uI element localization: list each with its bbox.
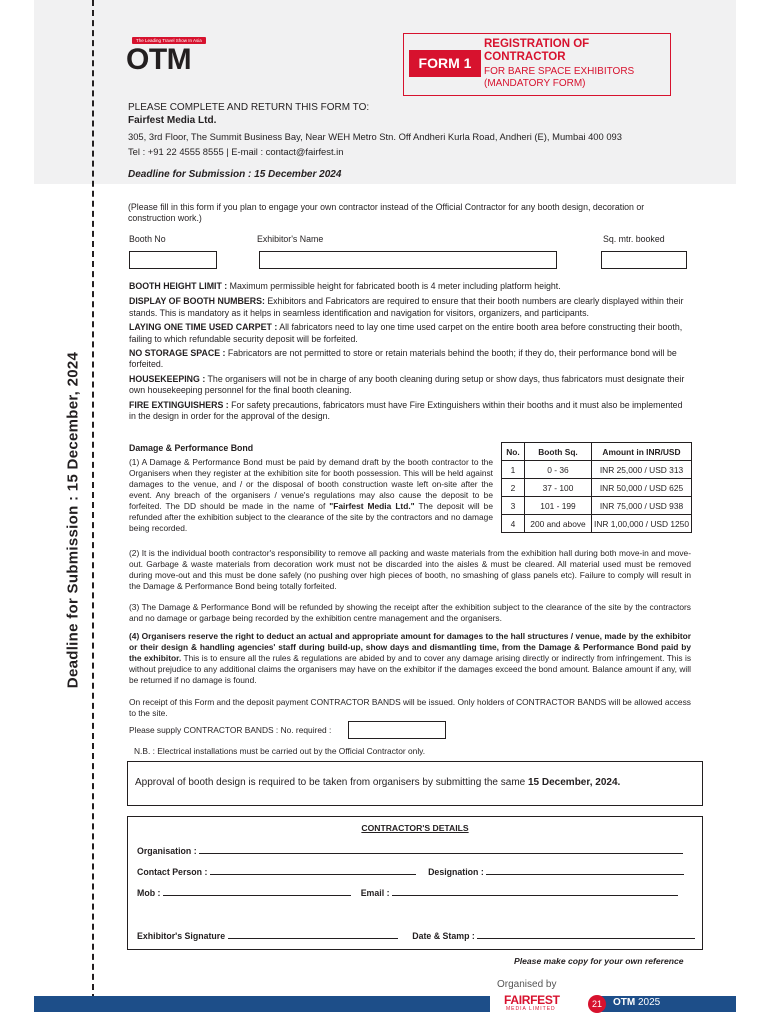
logo-tagline: The Leading Travel Show In Asia bbox=[132, 37, 206, 44]
nb-note: N.B. : Electrical installations must be carried out by the Official Contractor only. bbox=[134, 746, 426, 756]
table-cell: INR 25,000 / USD 313 bbox=[592, 461, 692, 479]
booth-no-label: Booth No bbox=[129, 234, 166, 244]
table-cell: INR 75,000 / USD 938 bbox=[592, 497, 692, 515]
bond-para-3: (3) The Damage & Performance Bond will be refunded by showing the receipt after the exhibition subject to the clearance of the site by the contractors and no damage or garbage being recorded by the exhibition centre management and the organisers. bbox=[129, 602, 691, 623]
contact-person-field[interactable] bbox=[210, 865, 416, 875]
copy-note: Please make copy for your own reference bbox=[514, 956, 684, 966]
bond-para-4: (4) Organisers reserve the right to deduct an actual and appropriate amount for damages to the hall structures / venue, made by the exhibitor or their design & handling agencies' staff during build-up, show days and dismantling time, from the Damage & Performance Bond paid by the exhibitor. This is to ensure all the rules & regulations are abided by and to cover any damage arising directly or indirectly from infringement. This is without prejudice to any additional claims the organisers may have on the exhibitor if the damages exceed the bond amount. Balance amount if any, will be returned if no damage is found. bbox=[129, 631, 692, 685]
company-contact: Tel : +91 22 4555 8555 | E-mail : contact@fairfest.in bbox=[128, 146, 344, 157]
table-cell: 1 bbox=[502, 461, 525, 479]
form-number: FORM 1 bbox=[409, 50, 481, 77]
page-number: 21 bbox=[588, 995, 606, 1013]
bond-para-2: (2) It is the individual booth contractor's responsibility to remove all packing and waste materials from the exhibition hall during both move-in and move-out. Garbage & waste materials from decoration work must not be discarded into the aisles & must be cleared. All material used must be removed during move-out and this must be done safely (no pushing over high pieces of booth, no smashing of glass panels etc). Failure to comply will result in the Damage & Performance Bond being totally forfeited. bbox=[129, 548, 691, 591]
cut-line bbox=[92, 0, 94, 1000]
otm-logo: OTM bbox=[126, 43, 192, 76]
rule-item: LAYING ONE TIME USED CARPET : All fabricators need to lay one time used carpet on the entire booth area before constructing their booth, failing to which refundable security deposit will be forfeited. bbox=[129, 322, 683, 344]
deadline: Deadline for Submission : 15 December 2024 bbox=[128, 169, 342, 180]
company-name: Fairfest Media Ltd. bbox=[128, 115, 217, 126]
intro-note: (Please fill in this form if you plan to engage your own contractor instead of the Official Contractor for any booth design, decoration or construction work.) bbox=[128, 202, 645, 224]
table-cell: 3 bbox=[502, 497, 525, 515]
signature-field[interactable] bbox=[228, 929, 398, 939]
organised-by: Organised by bbox=[497, 979, 557, 990]
table-cell: 37 - 100 bbox=[525, 479, 592, 497]
table-cell: 4 bbox=[502, 515, 525, 533]
table-row bbox=[502, 515, 692, 533]
mob-row: Mob : Email : bbox=[137, 886, 678, 898]
table-row bbox=[502, 497, 692, 515]
form-subtitle: FOR BARE SPACE EXHIBITORS (MANDATORY FORM) bbox=[484, 66, 635, 89]
bond-heading: Damage & Performance Bond bbox=[129, 443, 254, 453]
sq-mtr-label: Sq. mtr. booked bbox=[603, 234, 665, 244]
return-intro: PLEASE COMPLETE AND RETURN THIS FORM TO: bbox=[128, 102, 370, 113]
rule-item: BOOTH HEIGHT LIMIT : Maximum permissible height for fabricated booth is 4 meter including platform height. bbox=[129, 281, 561, 291]
contractor-title: CONTRACTOR'S DETAILS bbox=[361, 823, 469, 833]
rule-item: HOUSEKEEPING : The organisers will not be in charge of any booth cleaning during setup or show days, thus fabricators must designate their own housekeeping personnel for the final booth cleaning. bbox=[129, 373, 685, 396]
approval-text: Approval of booth design is required to be taken from organisers by submitting the same 15 December, 2024. bbox=[135, 777, 621, 788]
contractor-details-box bbox=[127, 816, 703, 950]
exhibitor-name-field[interactable] bbox=[259, 251, 557, 269]
bands-text: On receipt of this Form and the deposit payment CONTRACTOR BANDS will be issued. Only holders of CONTRACTOR BANDS will be allowed access to the site. bbox=[129, 697, 691, 718]
mob-field[interactable] bbox=[163, 886, 351, 896]
side-deadline: Deadline for Submission : 15 December, 2024 bbox=[64, 351, 82, 689]
table-cell: INR 50,000 / USD 625 bbox=[592, 479, 692, 497]
rule-item: NO STORAGE SPACE : Fabricators are not permitted to store or retain materials behind the booth; if they do, their performance bond will be forfeited. bbox=[129, 348, 677, 370]
form-title: REGISTRATION OF CONTRACTOR bbox=[484, 38, 590, 63]
bond-para-1: (1) A Damage & Performance Bond must be paid by demand draft by the booth contractor to the Organisers when they register at the exhibition site for booth possession. This will be held against damages to the venue, and / or the disposal of booth construction waste left on-site after the event. Any breach of the organisers / venue's regulations may also cause the deposit to be forfeited. The DD should be made in the name of "Fairfest Media Ltd." The deposit will be refunded after the exhibition subject to the clearance of the site by the contractors and no damage being recorded. bbox=[129, 457, 493, 533]
col-header: Booth Sq. bbox=[525, 443, 592, 461]
event-badge: OTM 2025 bbox=[613, 997, 661, 1008]
bands-supply-label: Please supply CONTRACTOR BANDS : No. required : bbox=[129, 725, 332, 735]
table-cell: INR 1,00,000 / USD 1250 bbox=[592, 515, 692, 533]
col-header: Amount in INR/USD bbox=[592, 443, 692, 461]
rules-list bbox=[129, 281, 691, 422]
table-cell: 101 - 199 bbox=[525, 497, 592, 515]
booth-no-field[interactable] bbox=[129, 251, 217, 269]
bond-table bbox=[501, 442, 692, 533]
bond-table-header bbox=[502, 443, 692, 461]
table-cell: 2 bbox=[502, 479, 525, 497]
organisation-row: Organisation : bbox=[137, 844, 683, 856]
col-header: No. bbox=[502, 443, 525, 461]
exhibitor-name-label: Exhibitor's Name bbox=[257, 234, 324, 244]
approval-box bbox=[127, 761, 703, 806]
rule-item: DISPLAY OF BOOTH NUMBERS: Exhibitors and Fabricators are required to ensure that their booth numbers are clearly displayed within their stands. This is mandatory as it helps in seamless identification and navigation for visitors, organizers, and participants. bbox=[129, 296, 684, 318]
table-cell: 0 - 36 bbox=[525, 461, 592, 479]
table-row bbox=[502, 461, 692, 479]
rule-item: FIRE EXTINGUISHERS : For safety precautions, fabricators must have Fire Extinguishers within their booths and it must also be implemented in the design in order for the approval of the design. bbox=[129, 399, 683, 422]
bands-count-field[interactable] bbox=[348, 721, 446, 739]
email-field[interactable] bbox=[392, 886, 678, 896]
table-row bbox=[502, 479, 692, 497]
table-cell: 200 and above bbox=[525, 515, 592, 533]
date-stamp-field[interactable] bbox=[477, 929, 695, 939]
contact-row: Contact Person : Designation : bbox=[137, 865, 684, 877]
signature-row: Exhibitor's Signature Date & Stamp : bbox=[137, 929, 695, 941]
fairfest-logo: FAIRFEST MEDIA LIMITED bbox=[490, 993, 600, 1015]
organisation-field[interactable] bbox=[199, 844, 683, 854]
designation-field[interactable] bbox=[486, 865, 684, 875]
company-address: 305, 3rd Floor, The Summit Business Bay, Near WEH Metro Stn. Off Andheri Kurla Road, Andheri (E), Mumbai 400 093 bbox=[128, 131, 622, 142]
sq-mtr-field[interactable] bbox=[601, 251, 687, 269]
